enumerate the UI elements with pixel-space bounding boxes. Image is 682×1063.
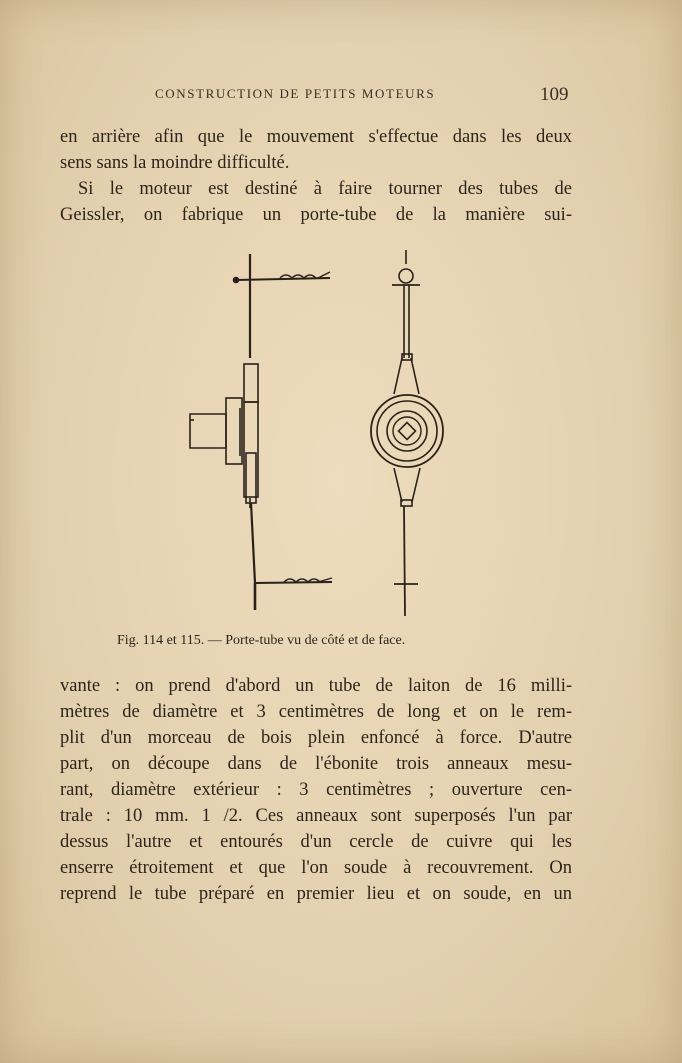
side-view-drawing [190, 254, 332, 610]
text-line: dessus l'autre et entourés d'un cercle de cuivre qui les [60, 832, 572, 852]
caption-label: Fig. 114 et 115. — [117, 633, 222, 648]
page-number: 109 [540, 84, 569, 105]
text-line: plit d'un morceau de bois plein enfoncé à force. D'autre [60, 728, 572, 748]
porte-tube-illustration [180, 248, 460, 623]
caption-text: Porte-tube vu de côté et de face. [225, 633, 406, 648]
figure-caption [117, 633, 537, 649]
text-line: vante : on prend d'abord un tube de laiton de 16 milli- [60, 676, 572, 696]
text-line: Geissler, on fabrique un porte-tube de la manière sui- [60, 205, 572, 225]
paragraph-bottom [60, 673, 572, 907]
text-line: mètres de diamètre et 3 centimètres de long et on le rem- [60, 702, 572, 722]
text-line: en arrière afin que le mouvement s'effectue dans les deux [60, 127, 572, 147]
front-view-drawing [371, 250, 443, 616]
text-line: Si le moteur est destiné à faire tourner des tubes de [78, 179, 572, 199]
figure-porte-tube [180, 248, 460, 623]
text-line: part, on découpe dans de l'ébonite trois anneaux mesu- [60, 754, 572, 774]
text-line: trale : 10 mm. 1 /2. Ces anneaux sont superposés l'un par [60, 806, 572, 826]
paragraph-top [60, 124, 572, 228]
text-line: enserre étroitement et que l'on soude à recouvrement. On [60, 858, 572, 878]
running-header: CONSTRUCTION DE PETITS MOTEURS [155, 86, 436, 101]
text-line: reprend le tube préparé en premier lieu et on soude, en un [60, 884, 572, 904]
text-line: sens sans la moindre difficulté. [60, 153, 290, 173]
text-line: rant, diamètre extérieur : 3 centimètres ; ouverture cen- [60, 780, 572, 800]
